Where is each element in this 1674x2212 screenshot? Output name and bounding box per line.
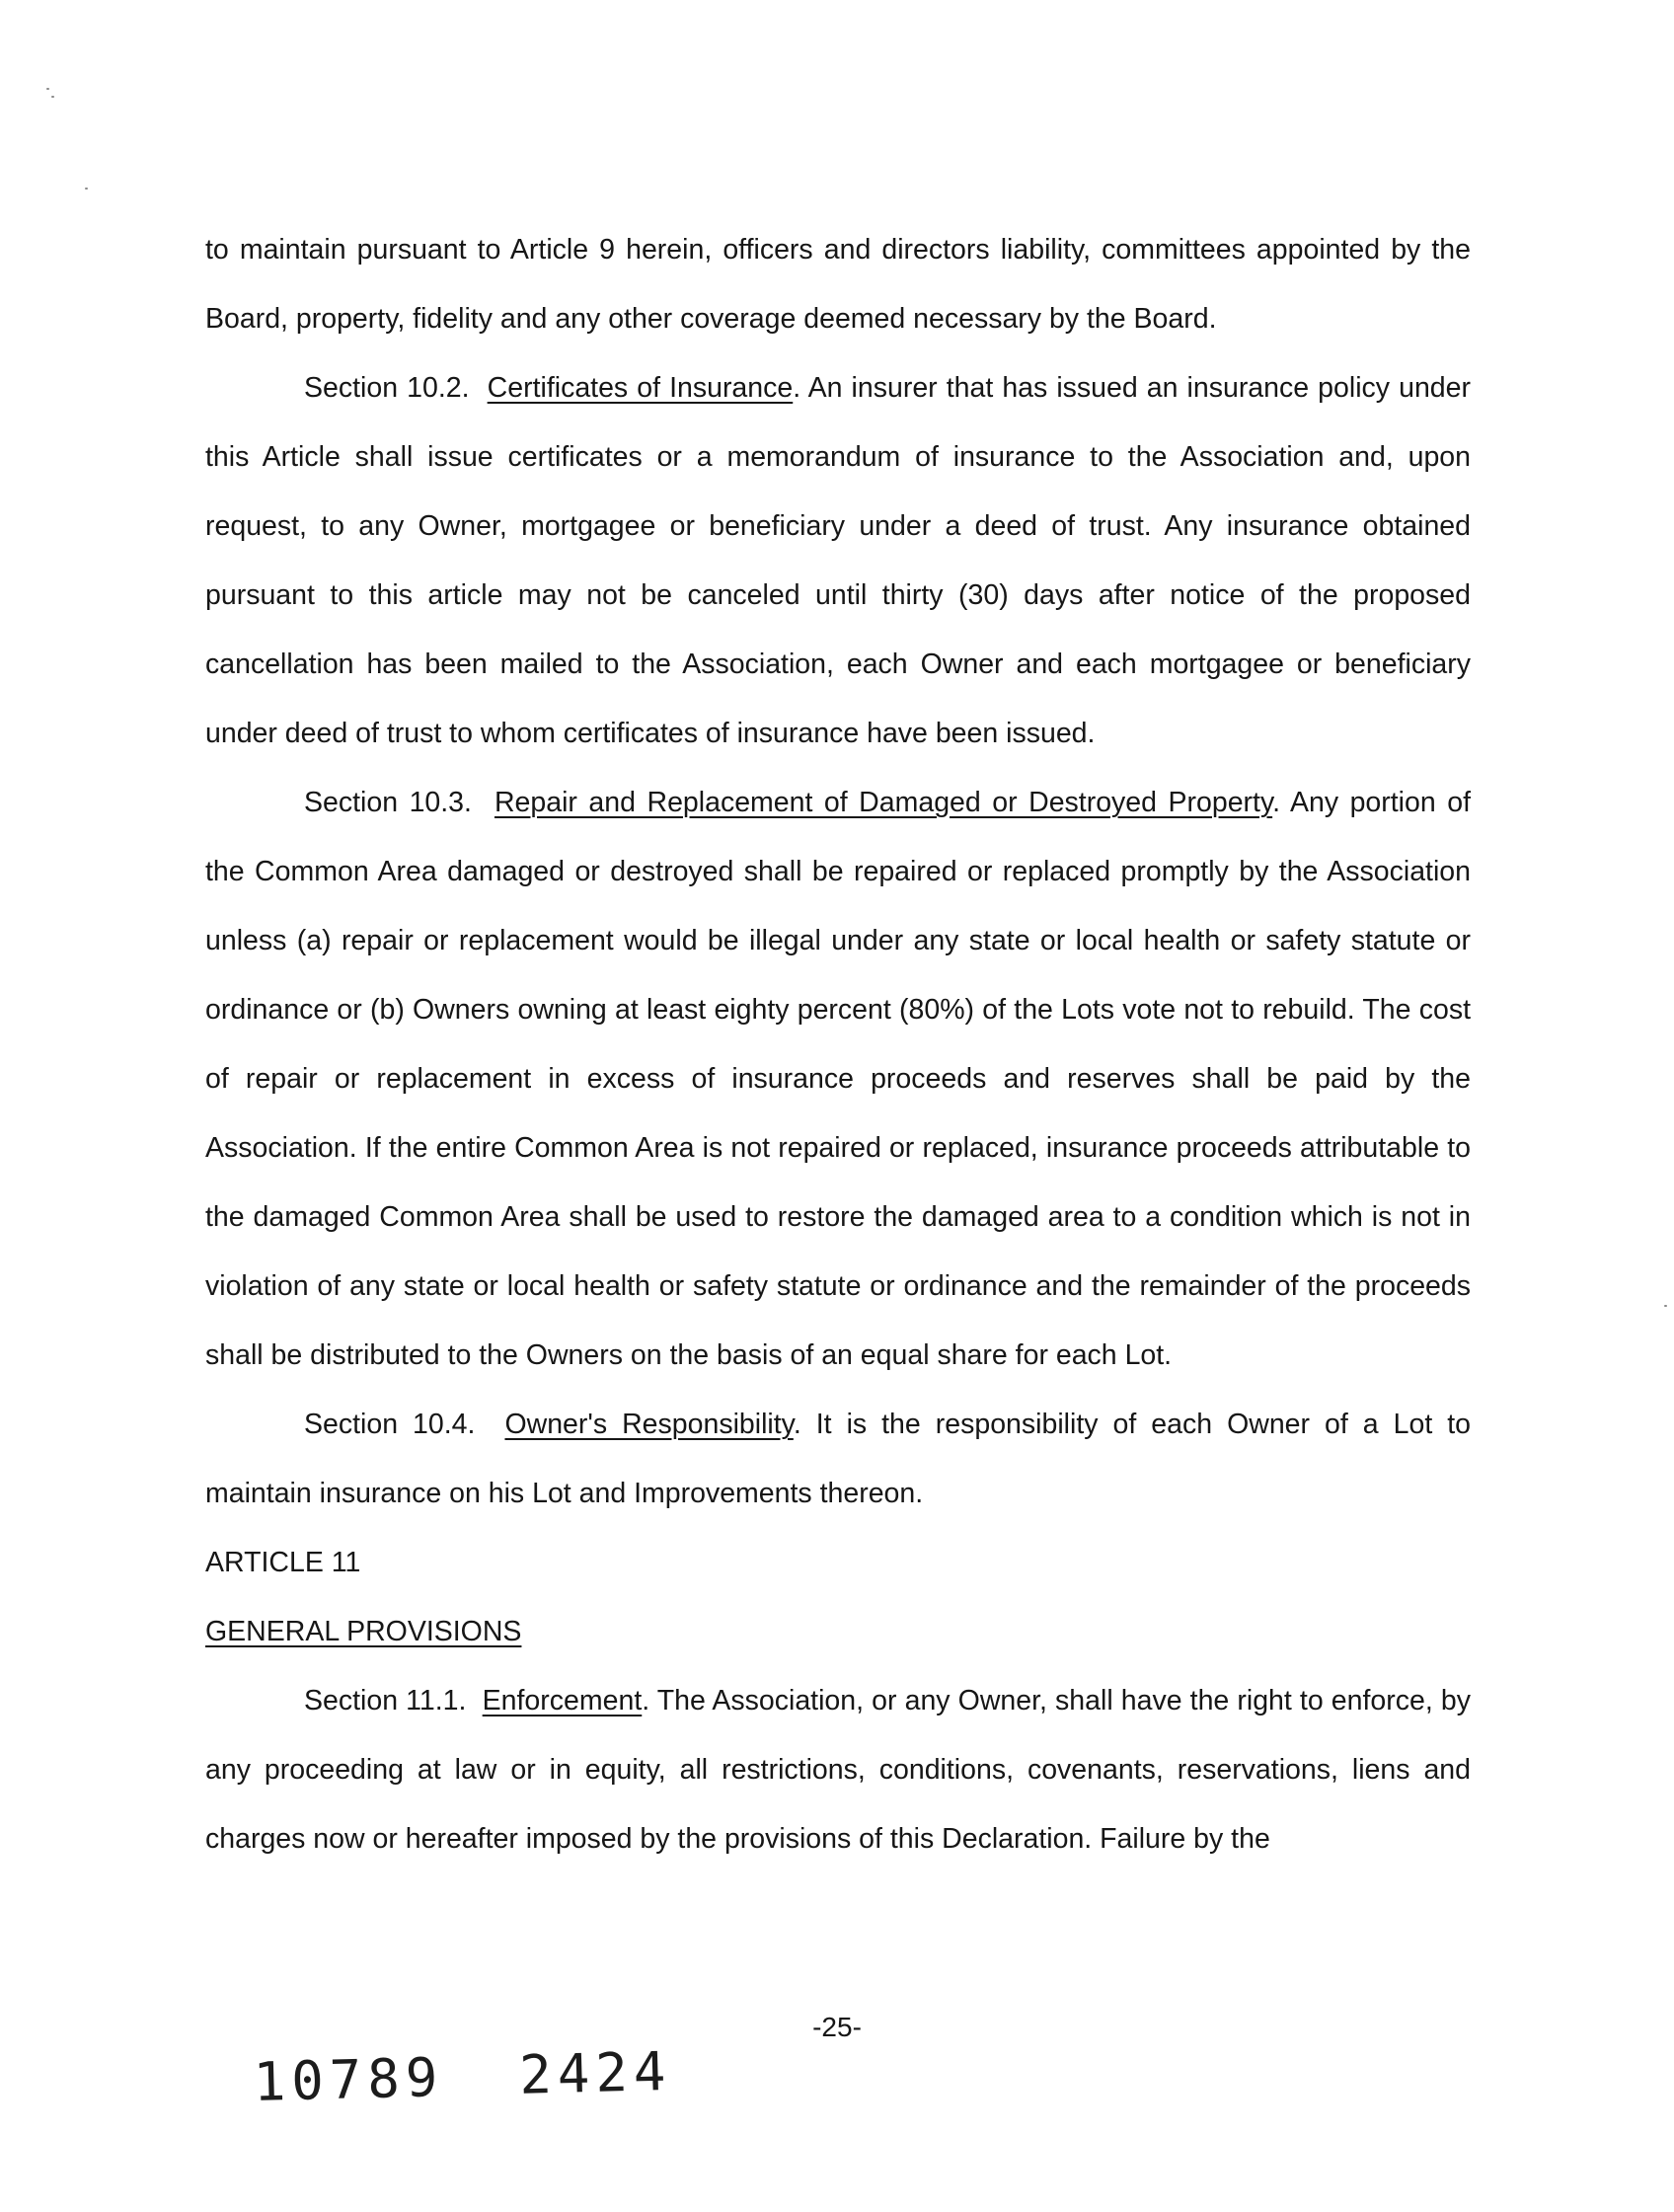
section-10-2-title: Certificates of Insurance — [487, 372, 794, 404]
scan-speck — [1664, 1305, 1667, 1307]
section-10-4 — [205, 1390, 1471, 1528]
section-11-1-body: . The Association, or any Owner, shall have the right to enforce, by any proceeding at law or in equity, all restrictions, conditions, covenants, reservations, liens and charges now or hereafter imposed by the provisions of this Declaration. Failure by the — [205, 1685, 1471, 1855]
section-11-1-title: Enforcement — [482, 1685, 643, 1716]
article-title: GENERAL PROVISIONS — [205, 1616, 522, 1647]
page-number: -25- — [812, 2012, 862, 2042]
continuation-paragraph — [205, 215, 1471, 353]
section-11-1 — [205, 1666, 1471, 1873]
scan-speck — [51, 96, 54, 98]
section-10-2-body: . An insurer that has issued an insurance policy under this Article shall issue certificates or a memorandum of insurance to the Association and, upon request, to any Owner, mortgagee or beneficiary under a deed of trust. Any insurance obtained pursuant to this article may not be canceled until thirty (30) days after notice of the proposed cancellation has been mailed to the Association, each Owner and each mortgagee or beneficiary under deed of trust to whom certificates of insurance have been issued. — [205, 372, 1471, 749]
section-10-4-number: Section 10.4. — [304, 1409, 476, 1440]
section-10-3 — [205, 768, 1471, 1390]
section-11-1-number: Section 11.1. — [304, 1685, 467, 1716]
section-10-3-body: . Any portion of the Common Area damaged or destroyed shall be repaired or replaced promptly by the Association unless (a) repair or replacement would be illegal under any state or local health or safety statute or ordinance or (b) Owners owning at least eighty percent (80%) of the Lots vote not to rebuild. The cost of repair or replacement in excess of insurance proceeds and reserves shall be paid by the Association. If the entire Common Area is not repaired or replaced, insurance proceeds attributable to the damaged Common Area shall be used to restore the damaged area to a condition which is not in violation of any state or local health or safety statute or ordinance and the remainder of the proceeds shall be distributed to the Owners on the basis of an equal share for each Lot. — [205, 787, 1471, 1371]
section-10-3-title: Repair and Replacement of Damaged or Destroyed Property — [494, 787, 1273, 818]
scan-speck — [46, 88, 49, 90]
document-body — [205, 215, 1471, 1873]
continuation-text: to maintain pursuant to Article 9 herein, officers and directors liability, committees appointed by the Board, property, fidelity and any other coverage deemed necessary by the Board. — [205, 234, 1471, 335]
article-title-line — [205, 1597, 1471, 1666]
section-10-4-title: Owner's Responsibility — [504, 1409, 794, 1440]
section-10-4-body: . It is the responsibility of each Owner of a Lot to maintain insurance on his Lot and Improvements thereon. — [205, 1409, 1472, 1509]
section-10-3-number: Section 10.3. — [304, 787, 472, 818]
scan-speck — [85, 188, 88, 190]
section-10-2-number: Section 10.2. — [304, 372, 470, 404]
recording-stamp: 10789 2424 — [253, 2039, 673, 2113]
section-10-2 — [205, 353, 1471, 768]
article-label: ARTICLE 11 — [205, 1547, 361, 1578]
